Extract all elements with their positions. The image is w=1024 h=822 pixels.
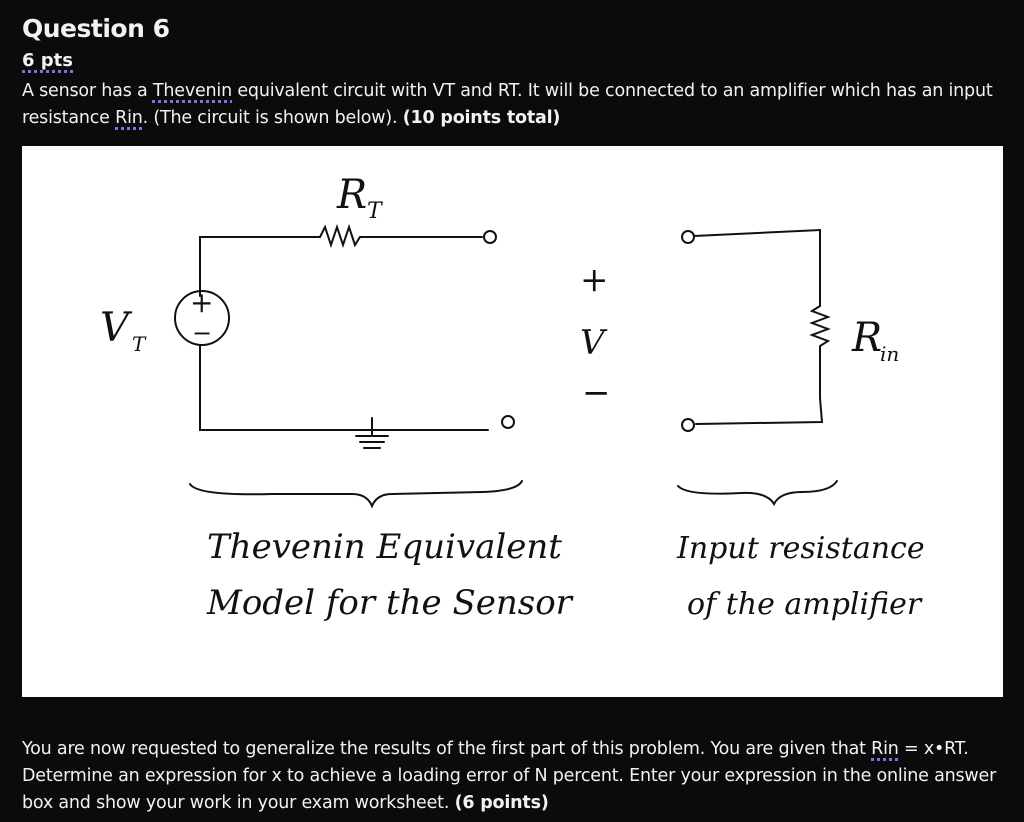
thevenin-circuit bbox=[175, 227, 514, 448]
followup-text: You are now requested to generalize the results of the first part of this problem. You are given that bbox=[22, 739, 872, 759]
intro-points: (10 points total) bbox=[402, 108, 561, 128]
resistor-rin bbox=[696, 306, 828, 424]
spell-underlined-word: Rin bbox=[871, 739, 899, 759]
input-resistance-circuit bbox=[682, 230, 828, 431]
rin-label: R bbox=[852, 315, 883, 361]
v-label: V bbox=[580, 323, 605, 363]
source-plus: + bbox=[190, 286, 214, 319]
spell-underlined-word: Rin bbox=[115, 108, 143, 128]
source-minus: − bbox=[192, 319, 213, 347]
intro-text: A sensor has a bbox=[22, 81, 153, 101]
caption-right-line1: Input resistance bbox=[677, 531, 925, 566]
followup-text: = x•RT. Determine an expression for x to achieve a loading error of N percent. Enter your expression in the online answer box and show your work in your exam worksheet. bbox=[22, 739, 997, 813]
minus-sign: − bbox=[582, 373, 611, 413]
plus-sign: + bbox=[580, 260, 609, 300]
circuit-diagram-image bbox=[22, 146, 1003, 697]
question-intro bbox=[22, 78, 1007, 132]
vt-subscript: T bbox=[132, 332, 146, 356]
rt-subscript: T bbox=[367, 199, 382, 224]
intro-text: equivalent circuit with VT and RT. It will be connected to an amplifier which has an input resistance bbox=[22, 81, 993, 128]
intro-text: . (The circuit is shown below). bbox=[142, 108, 403, 128]
left-brace bbox=[190, 481, 522, 506]
rin-subscript: in bbox=[880, 342, 900, 366]
question-title: Question 6 bbox=[22, 14, 170, 43]
vt-label: V bbox=[100, 305, 129, 351]
spell-underlined-word: Thevenin bbox=[152, 81, 232, 101]
caption-right-line2: of the amplifier bbox=[687, 587, 922, 622]
right-brace bbox=[678, 481, 837, 504]
resistor-rt bbox=[320, 227, 482, 245]
rt-label: R bbox=[337, 172, 368, 218]
question-followup bbox=[22, 736, 1007, 817]
followup-points: (6 points) bbox=[454, 793, 549, 813]
caption-left-line1: Thevenin Equivalent bbox=[207, 527, 562, 567]
question-points: 6 pts bbox=[22, 50, 73, 71]
caption-left-line2: Model for the Sensor bbox=[207, 583, 572, 623]
ground-icon bbox=[356, 418, 388, 448]
